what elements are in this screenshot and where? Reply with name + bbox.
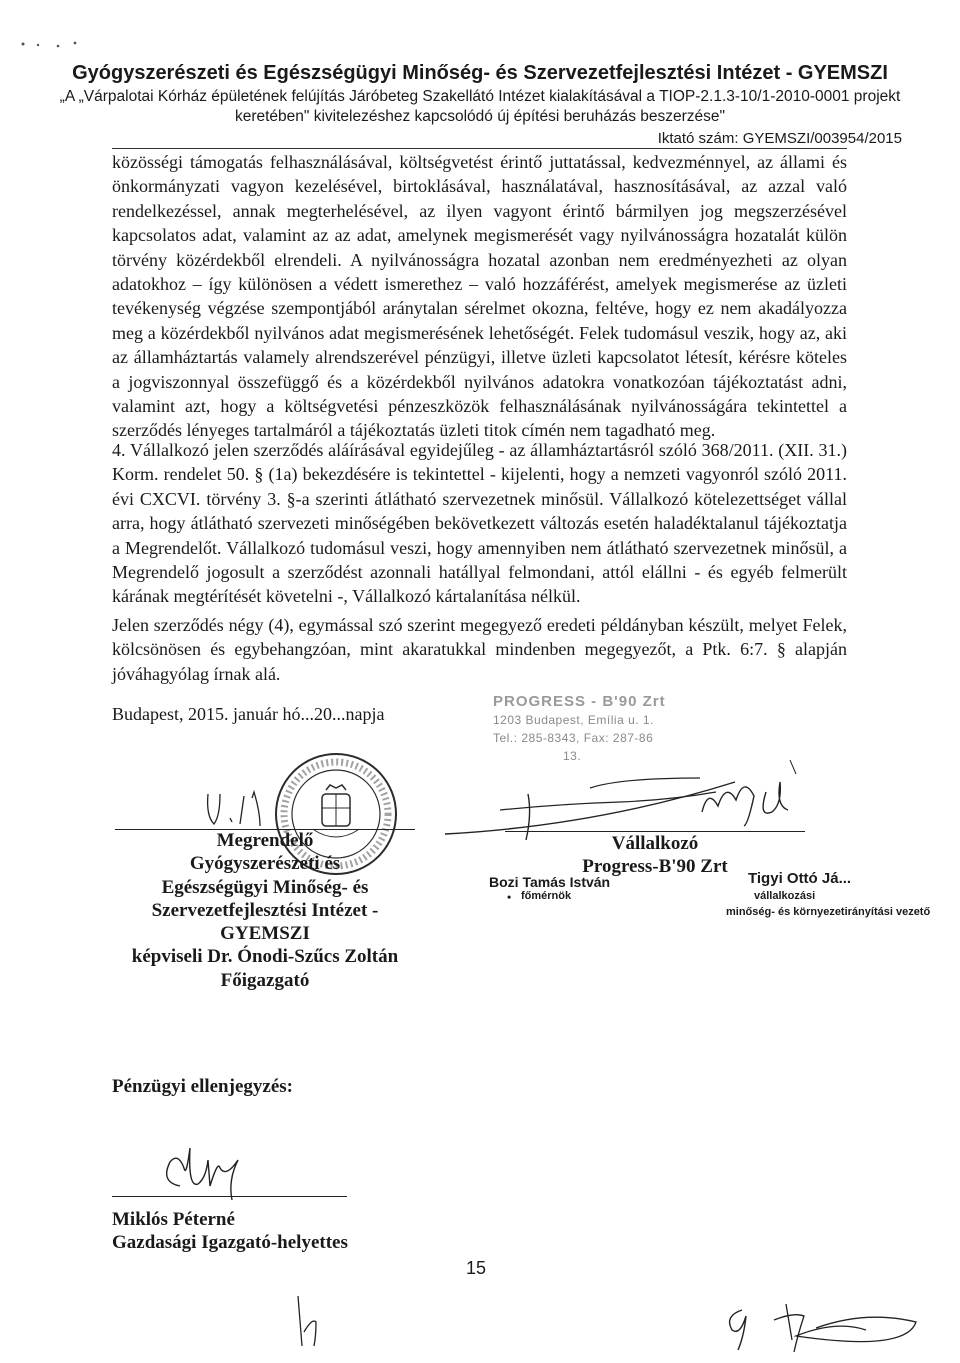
- paragraph-copies: Jelen szerződés négy (4), egymással szó szerint megegyező eredeti példányban készült, melyet Felek, kölcsönösen és egybehangzóan, mint akaratukkal mindenben megegyezőt, a Ptk. 6:7. § alapján jóváhagyólag írnak alá.: [112, 615, 847, 684]
- finance-signature-line: [112, 1196, 347, 1197]
- scan-specks: [20, 40, 80, 50]
- contractor-stamp-name: Bozi Tamás István: [489, 874, 611, 890]
- finance-name: Miklós Péterné: [112, 1209, 235, 1230]
- finance-signer: [112, 1208, 348, 1255]
- contractor-signature-icon: [440, 752, 800, 842]
- finance-signature-icon: [140, 1140, 280, 1210]
- page-number: 15: [466, 1258, 487, 1278]
- third-signer-role-2: minőség- és környezetirányítási vezető: [726, 906, 931, 918]
- project-line-1: „A „Várpalotai Kórház épületének felújítás Járóbeteg Szakellátó Intézet kialakításával a TIOP-2.1.3-10/1-2010-0001 projekt: [59, 88, 901, 105]
- project-line-2: keretében" kivitelezéshez kapcsolódó új építési beruházás beszerzése": [234, 108, 726, 125]
- date-line: Budapest, 2015. január hó...20...napja: [112, 704, 385, 724]
- header-divider: [112, 148, 847, 149]
- contractor-role: Vállalkozó: [611, 833, 699, 854]
- stamp-extra: 13.: [563, 749, 582, 763]
- third-signer-name: Tigyi Ottó Já...: [748, 870, 852, 887]
- client-signature-block: [115, 829, 415, 992]
- stamp-address: 1203 Budapest, Emília u. 1.: [493, 713, 654, 727]
- third-signer-role-1: vállalkozási: [754, 890, 816, 902]
- initials-mark-left-icon: [292, 1292, 322, 1352]
- paragraph-public-data: közösségi támogatás felhasználásával, költségvetést érintő juttatással, kedvezménnyel, az állami és önkormányzati vagyon kezelésével, birtoklásával, használatával, hasznosításával, az azzal való rendelkezéssel, annak megterhelésével, az ilyen vagyont érintő bármilyen jog megszerzésével kapcsolatos adat, valamint az az adat, amelynek megismerését vagy nyilvánosságra hozatalát külön törvény közérdekből elrendeli. A nyilvánosságra hozatal azonban nem eredményezheti az olyan adatokhoz – így különösen a védett ismerethez – való hozzáférést, amelyek megismerése az üzleti tevékenység végzése szempontjából aránytalan sérelmet okozna, feltéve, hogy ez nem akadályozza meg a közérdekből nyilvános adat megismerésének lehetőségét. Felek tudomásul veszik, hogy az, aki az államháztartás valamely alrendszerével pénzügyi, illetve üzleti kapcsolatot létesít, kérésre köteles a jogviszonnyal összefüggő és a közérdekből nyilvános adatokra vonatkozóan tájékoztatást adni, valamint azt, hogy a költségvetési pénzeszközök felhasználásának nyilvánosságára tekintettel a szerződés lényeges tartalmáról a tájékoztatás üzleti titok címén nem tagadható meg.: [112, 152, 847, 441]
- client-org-line-2: Egészségügyi Minőség- és: [161, 876, 369, 898]
- contractor-company: Progress-B'90 Zrt: [582, 856, 728, 878]
- client-role: Megrendelő: [216, 830, 314, 851]
- initials-mark-right-icon: [720, 1290, 930, 1360]
- finance-heading: Pénzügyi ellenjegyzés:: [112, 1076, 293, 1097]
- institute-title: Gyógyszerészeti és Egészségügyi Minőség- és Szervezetfejlesztési Intézet - GYEMSZI: [72, 62, 888, 84]
- stamp-phone: Tel.: 285-8343, Fax: 287-86: [493, 731, 654, 745]
- client-org-line-3: Szervezetfejlesztési Intézet -: [151, 899, 379, 921]
- paragraph-transparency: 4. Vállalkozó jelen szerződés aláírásával egyidejűleg - az államháztartásról szóló 368/2011. (XII. 31.) Korm. rendelet 50. § (1a) bekezdésére is tekintettel - kijelenti, hogy a nemzeti vagyonról szóló 2011. évi CXCVI. törvény 3. §-a szerinti átlátható szervezetnek minősül. Vállalkozó kötelezettséget vállal arra, hogy átlátható szervezeti minőségében bekövetkezett változás esetén haladéktalanul tájékoztatja a Megrendelőt. Vállalkozó tudomásul veszi, hogy amennyiben nem átlátható szervezetnek minősül, a Megrendelő jogosult a szerződést azonnali hatállyal felmondani, attól elállni - és egyéb felmerült kárának megtérítését követelni -, Vállalkozó kártalanítása nélkül.: [112, 440, 847, 607]
- stamp-company: PROGRESS - B'90 Zrt: [493, 693, 666, 710]
- client-org-line-4: GYEMSZI: [220, 923, 310, 945]
- client-representative-title: Főigazgató: [220, 969, 310, 991]
- client-signature-icon: [200, 776, 290, 836]
- registration-number: Iktató szám: GYEMSZI/003954/2015: [657, 130, 902, 147]
- client-representative: képviseli Dr. Ónodi-Szűcs Zoltán: [131, 946, 399, 968]
- client-org-line-1: Gyógyszerészeti és: [189, 853, 341, 875]
- finance-title: Gazdasági Igazgató-helyettes: [112, 1232, 348, 1254]
- contractor-stamp-title: főmérnök: [521, 890, 572, 902]
- contractor-stamp-dot: •: [507, 890, 512, 904]
